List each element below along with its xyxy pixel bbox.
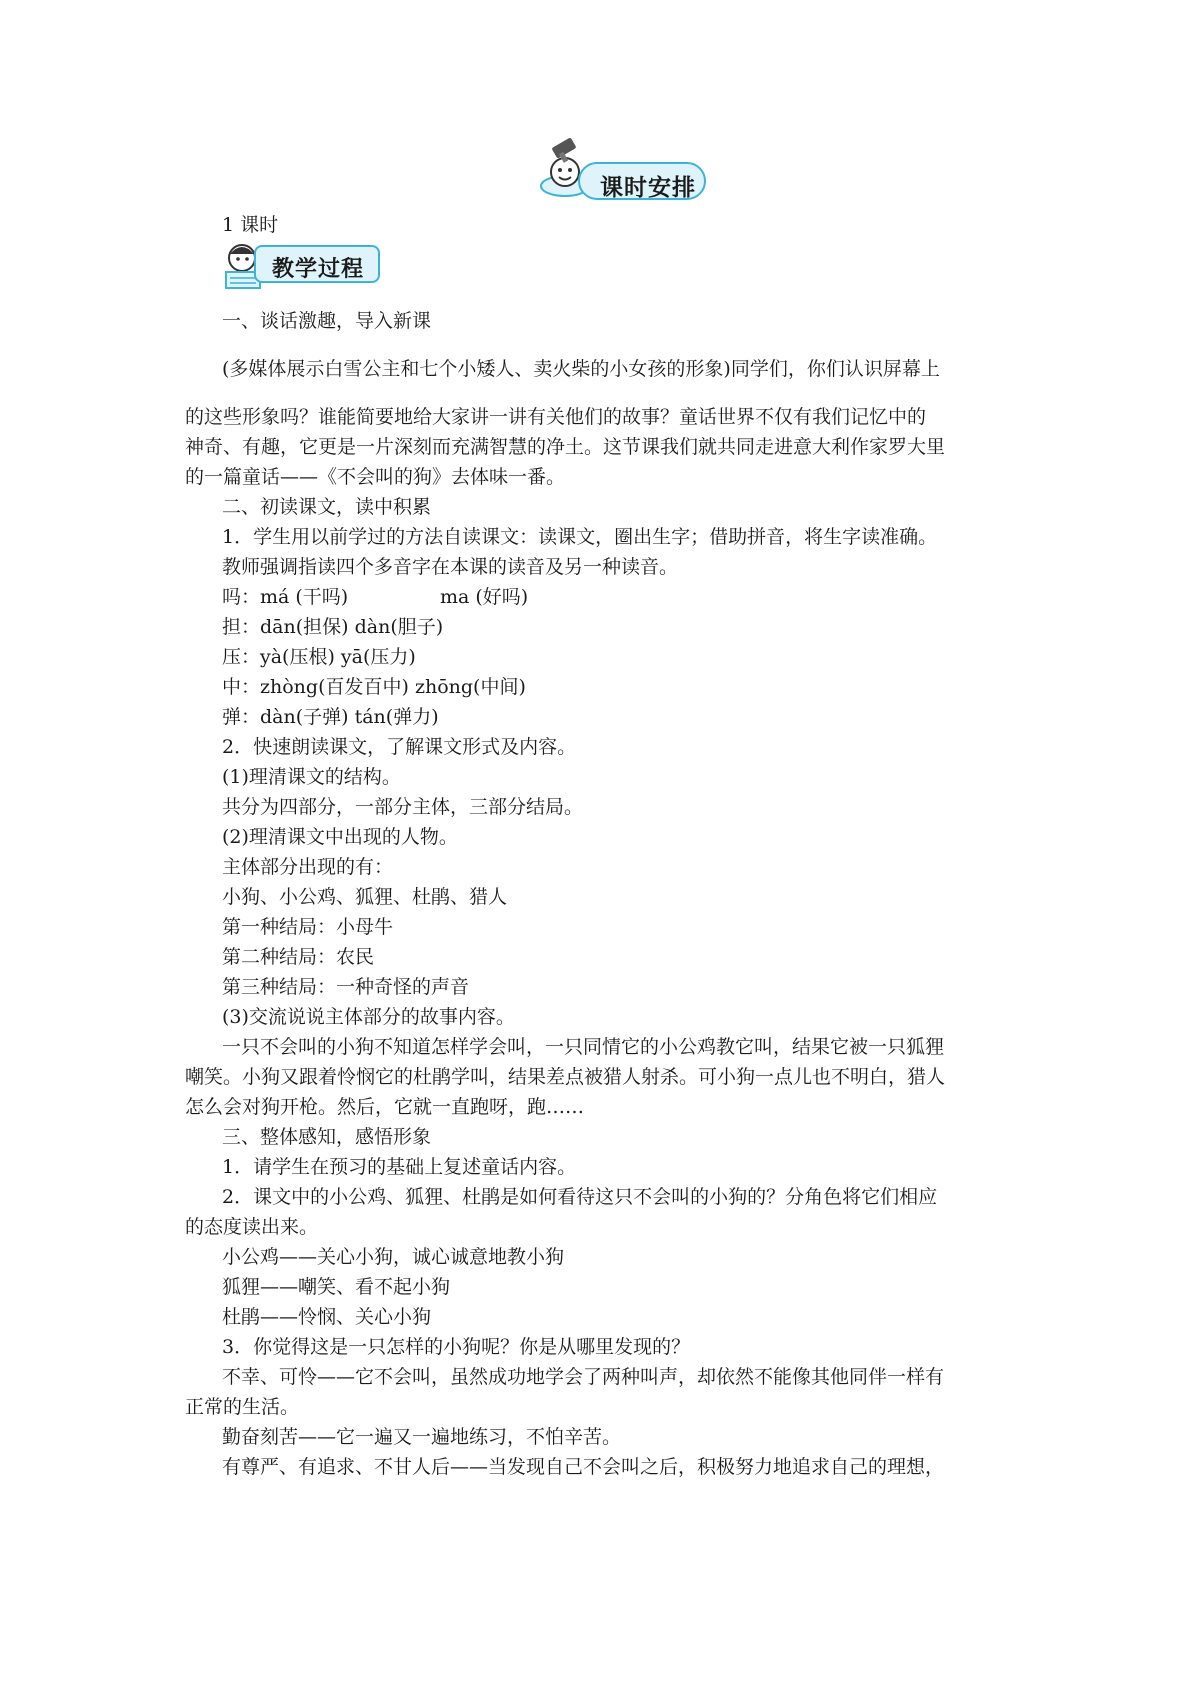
section-heading-2: 二、初读课文，读中积累	[222, 496, 432, 518]
paragraph-line: 正常的生活。	[185, 1396, 300, 1418]
schedule-value: 1 课时	[222, 214, 279, 236]
paragraph-line: 嘲笑。小狗又跟着怜悯它的杜鹃学叫，结果差点被猎人射杀。可小狗一点儿也不明白，猎人	[185, 1066, 946, 1088]
paragraph-line: 小狗、小公鸡、狐狸、杜鹃、猎人	[222, 886, 508, 908]
paragraph-line: 杜鹃——怜悯、关心小狗	[222, 1306, 432, 1328]
paragraph-line: 1．学生用以前学过的方法自读课文：读课文，圈出生字；借助拼音，将生字读准确。	[222, 526, 938, 548]
paragraph-line: 一只不会叫的小狗不知道怎样学会叫，一只同情它的小公鸡教它叫，结果它被一只狐狸	[222, 1036, 945, 1058]
process-title-pill	[254, 245, 380, 283]
schedule-title-pill	[578, 162, 706, 200]
pinyin-line: 压：yà(压根) yā(压力)	[222, 646, 416, 668]
pinyin-line: 担：dān(担保) dàn(胆子)	[222, 616, 444, 638]
paragraph-line: (多媒体展示白雪公主和七个小矮人、卖火柴的小女孩的形象)同学们，你们认识屏幕上	[222, 358, 940, 380]
pinyin-line: 吗：má (干吗)	[222, 586, 349, 608]
paragraph-line: 勤奋刻苦——它一遍又一遍地练习，不怕辛苦。	[222, 1426, 622, 1448]
paragraph-line: 主体部分出现的有：	[222, 856, 394, 878]
paragraph-line: 教师强调指读四个多音字在本课的读音及另一种读音。	[222, 556, 679, 578]
paragraph-line: 有尊严、有追求、不甘人后——当发现自己不会叫之后，积极努力地追求自己的理想，	[222, 1456, 945, 1478]
pinyin-line: ma (好吗)	[440, 586, 529, 608]
paragraph-line: 神奇、有趣，它更是一片深刻而充满智慧的净土。这节课我们就共同走进意大利作家罗大里	[185, 436, 946, 458]
paragraph-line: 狐狸——嘲笑、看不起小狗	[222, 1276, 451, 1298]
paragraph-line: (1)理清课文的结构。	[222, 766, 401, 788]
schedule-header	[535, 138, 715, 208]
paragraph-line: 2．快速朗读课文，了解课文形式及内容。	[222, 736, 577, 758]
paragraph-line: 3．你觉得这是一只怎样的小狗呢？你是从哪里发现的？	[222, 1336, 691, 1358]
paragraph-line: 1．请学生在预习的基础上复述童话内容。	[222, 1156, 577, 1178]
process-header	[220, 242, 385, 292]
section-heading-1: 一、谈话激趣，导入新课	[222, 310, 432, 332]
paragraph-line: 怎么会对狗开枪。然后，它就一直跑呀，跑……	[185, 1096, 585, 1118]
paragraph-line: (2)理清课文中出现的人物。	[222, 826, 458, 848]
section-heading-3: 三、整体感知，感悟形象	[222, 1126, 432, 1148]
pinyin-line: 弹：dàn(子弹) tán(弹力)	[222, 706, 439, 728]
process-title: 教学过程	[272, 257, 365, 282]
paragraph-line: 的这些形象吗？谁能简要地给大家讲一讲有关他们的故事？童话世界不仅有我们记忆中的	[185, 406, 927, 428]
paragraph-line: 的态度读出来。	[185, 1216, 319, 1238]
paragraph-line: 2．课文中的小公鸡、狐狸、杜鹃是如何看待这只不会叫的小狗的？分角色将它们相应	[222, 1186, 938, 1208]
paragraph-line: 第一种结局：小母牛	[222, 916, 394, 938]
paragraph-line: 的一篇童话——《不会叫的狗》去体味一番。	[185, 466, 566, 488]
schedule-title: 课时安排	[600, 175, 696, 201]
pinyin-line: 中：zhòng(百发百中) zhōng(中间)	[222, 676, 526, 698]
paragraph-line: 共分为四部分，一部分主体，三部分结局。	[222, 796, 584, 818]
paragraph-line: 小公鸡——关心小狗，诚心诚意地教小狗	[222, 1246, 565, 1268]
paragraph-line: (3)交流说说主体部分的故事内容。	[222, 1006, 515, 1028]
paragraph-line: 不幸、可怜——它不会叫，虽然成功地学会了两种叫声，却依然不能像其他同伴一样有	[222, 1366, 945, 1388]
paragraph-line: 第三种结局：一种奇怪的声音	[222, 976, 470, 998]
paragraph-line: 第二种结局：农民	[222, 946, 375, 968]
